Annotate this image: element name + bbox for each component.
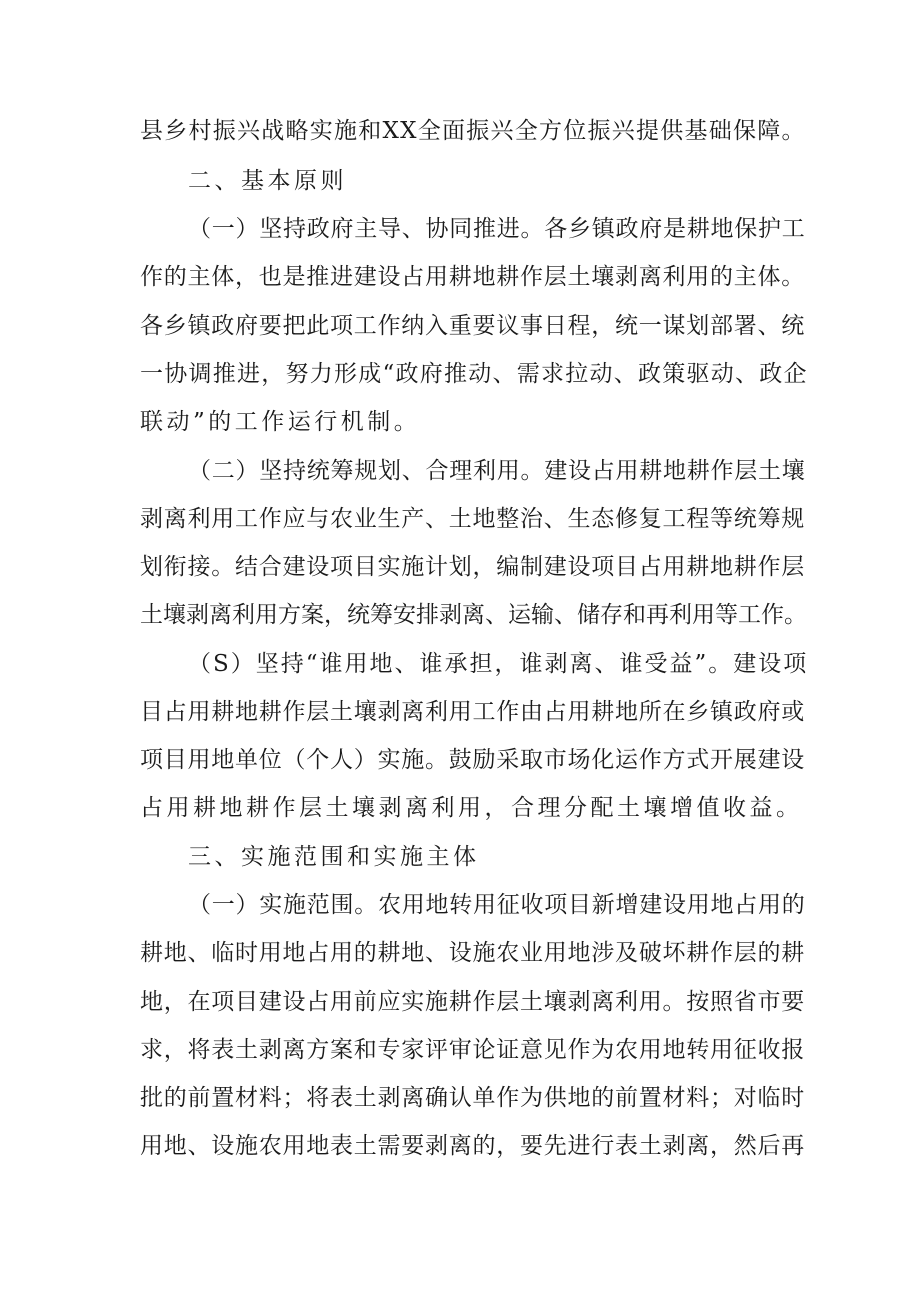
- text-line: 占用耕地耕作层土壤剥离利用，合理分配土壤增值收益。: [140, 795, 803, 821]
- text-line: 一协调推进，努力形成“政府推动、需求拉动、政策驱动、政企: [140, 361, 808, 387]
- text-line: 求，将表土剥离方案和专家评审论证意见作为农用地转用征收报: [140, 1037, 805, 1063]
- text-line: 各乡镇政府要把此项工作纳入重要议事日程，统一谋划部署、统: [140, 313, 805, 339]
- text-line: 作的主体，也是推进建设占用耕地耕作层土壤剥离利用的主体。: [140, 264, 805, 290]
- text-line: 项目用地单位（个人）实施。鼓励采取市场化运作方式开展建设: [140, 747, 805, 773]
- text-line: 地，在项目建设占用前应实施耕作层土壤剥离利用。按照省市要: [140, 989, 805, 1015]
- text-line: 耕地、临时用地占用的耕地、设施农业用地涉及破坏耕作层的耕: [140, 940, 805, 966]
- text-line: 划衔接。结合建设项目实施计划，编制建设项目占用耕地耕作层: [140, 554, 805, 580]
- text-line: 用地、设施农用地表土需要剥离的，要先进行表土剥离，然后再: [140, 1133, 805, 1159]
- text-line: 剥离利用工作应与农业生产、土地整治、生态修复工程等统筹规: [140, 506, 805, 532]
- text-line: （一）坚持政府主导、协同推进。各乡镇政府是耕地保护工: [188, 216, 806, 242]
- text-line: 联动”的工作运行机制。: [140, 409, 421, 435]
- text-line: 批的前置材料；将表土剥离确认单作为供地的前置材料；对临时: [140, 1085, 805, 1111]
- section-heading: 二、基本原则: [188, 168, 347, 194]
- text-line: （S）坚持“谁用地、谁承担，谁剥离、谁受益”。建设项: [188, 651, 809, 677]
- text-line: （二）坚持统筹规划、合理利用。建设占用耕地耕作层土壤: [188, 458, 806, 484]
- text-line: 目占用耕地耕作层土壤剥离利用工作由占用耕地所在乡镇政府或: [140, 699, 805, 725]
- text-line: 土壤剥离利用方案，统筹安排剥离、运输、储存和再利用等工作。: [140, 602, 807, 628]
- text-line: 县乡村振兴战略实施和XX全面振兴全方位振兴提供基础保障。: [140, 118, 806, 144]
- text-line: （一）实施范围。农用地转用征收项目新增建设用地占用的: [188, 892, 806, 918]
- section-heading: 三、实施范围和实施主体: [188, 844, 480, 870]
